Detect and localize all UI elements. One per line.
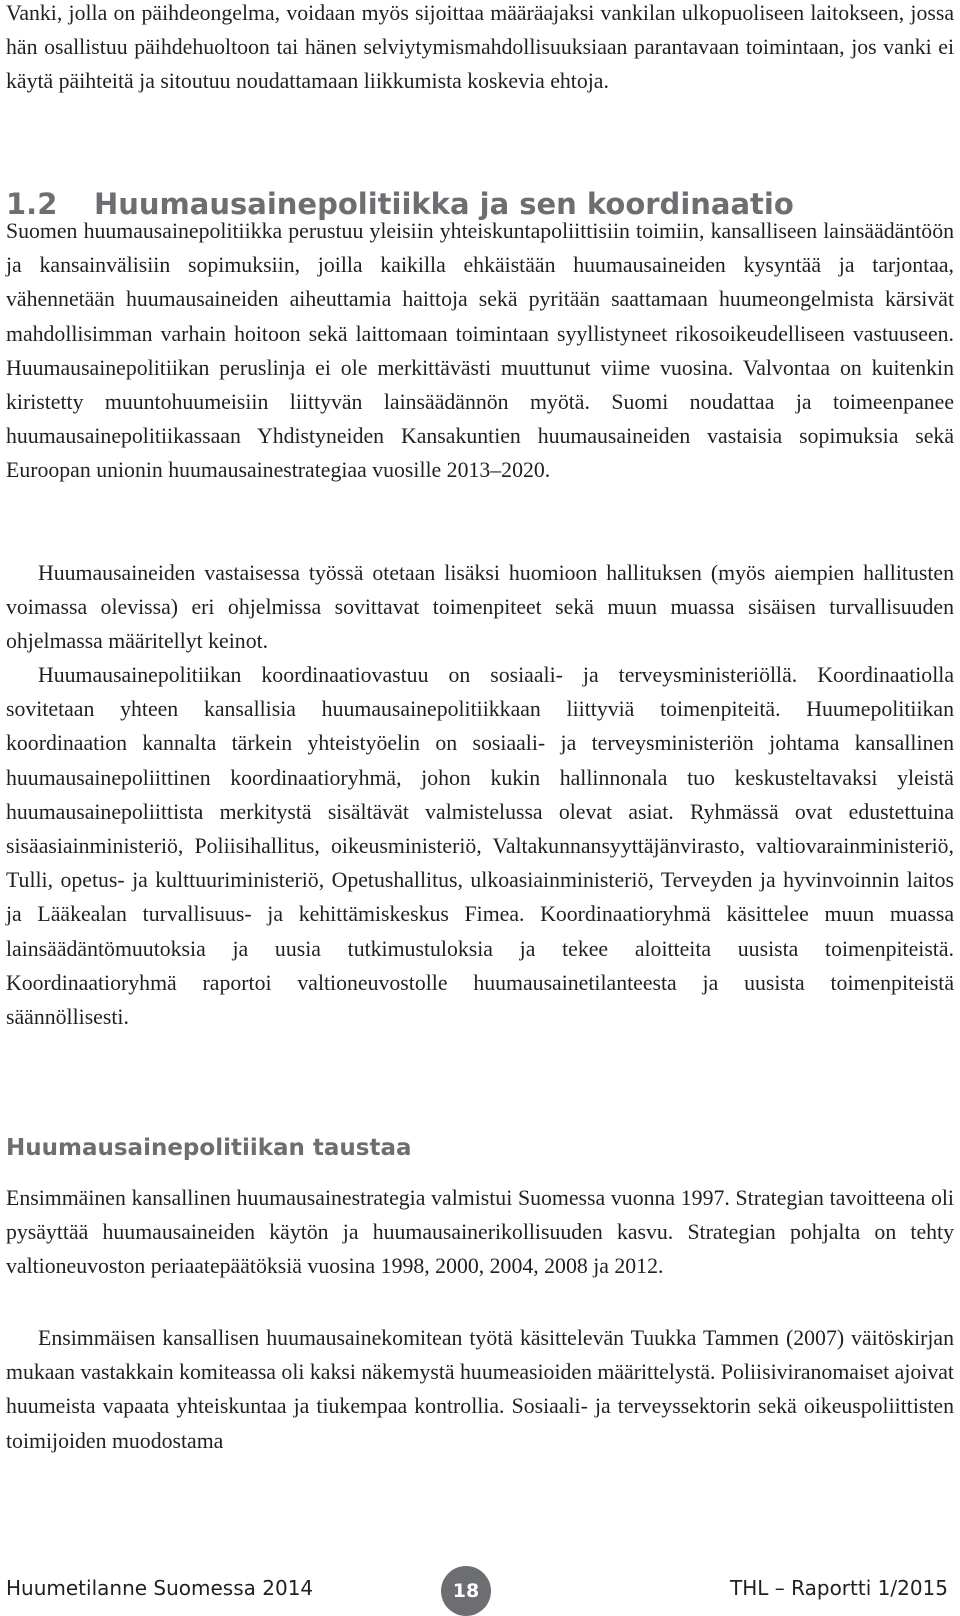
body-paragraph-4: Ensimmäinen kansallinen huumausainestrategia valmistui Suomessa vuonna 1997. Strategian tavoitteena oli pysäyttää huumausaineiden käytön ja huumausainerikollisuuden kasvu. Strategian pohjalta on tehty valtioneuvoston periaatepäätöksiä vuosina 1998, 2000, 2004, 2008 ja 2012. [6, 1186, 954, 1279]
footer-report-id: THL – Raportti 1/2015 [730, 1576, 948, 1600]
body-paragraph-2: Huumausaineiden vastaisessa työssä otetaan lisäksi huomioon hallituksen (myös aiempien hallitusten voimassa olevissa) eri ohjelmissa sovittavat toimenpiteet sekä muun muassa sisäisen turvallisuuden ohjelmassa määritellyt keinot. [6, 561, 954, 654]
section-number: 1.2 [6, 187, 58, 221]
body-paragraph-5: Ensimmäisen kansallisen huumausainekomitean työtä käsittelevän Tuukka Tammen (2007) väitöskirjan mukaan vastakkain komiteassa oli kaksi näkemystä huumeasioiden määrittelystä. Poliisiviranomaiset ajoivat huumeista vapaata yhteiskuntaa ja tiukempaa kontrollia. Sosiaali- ja terveyssektorin sekä oikeuspoliittisten toimijoiden muodostama [6, 1326, 954, 1453]
footer-publication-title: Huumetilanne Suomessa 2014 [6, 1576, 314, 1600]
body-paragraph-3: Huumausainepolitiikan koordinaatiovastuu on sosiaali- ja terveysministeriöllä. Koordinaatiolla sovitetaan yhteen kansallisia huumausainepolitiikkaan liittyviä toimenpiteitä. Huumepolitiikan koordinaation kannalta tärkein yhteistyöelin on sosiaali- ja terveysministeriön johtama kansallinen huumausainepoliittinen koordinaatioryhmä, johon kukin hallinnonala tuo keskusteltavaksi yleistä huumausainepoliittista merkitystä sisältävät valmistelussa olevat asiat. Ryhmässä ovat edustettuina sisäasiainministeriö, Poliisihallitus, oikeusministeriö, Valtakunnansyyttäjänvirasto, valtiovarainministeriö, Tulli, opetus- ja kulttuuriministeriö, Opetushallitus, ulkoasiainministeriö, Terveyden ja hyvinvoinnin laitos ja Lääkealan turvallisuus- ja kehittämiskeskus Fimea. Koordinaatioryhmä käsittelee muun muassa lainsäädäntömuutoksia ja uusia tutkimustuloksia ja tekee aloitteita uusista toimenpiteistä. Koordinaatioryhmä raportoi valtioneuvostolle huumausainetilanteesta ja uusista toimenpiteistä säännöllisesti. [6, 663, 954, 1030]
intro-paragraph: Vanki, jolla on päihdeongelma, voidaan myös sijoittaa määräajaksi vankilan ulkopuoliseen laitokseen, jossa hän osallistuu päihdehuoltoon tai hänen selviytymismahdollisuuksiaan parantavaan toimintaan, jos vanki ei käytä päihteitä ja sitoutuu noudattamaan liikkumista koskevia ehtoja. [6, 1, 954, 94]
subheading: Huumausainepolitiikan taustaa [6, 1135, 412, 1161]
page-footer [0, 1566, 960, 1614]
section-title: Huumausainepolitiikka ja sen koordinaatio [94, 187, 794, 221]
body-paragraph-1: Suomen huumausainepolitiikka perustuu yleisiin yhteiskuntapoliittisiin toimiin, kansalliseen lainsäädäntöön ja kansainvälisiin sopimuksiin, joilla kaikilla ehkäistään huumausaineiden kysyntää ja tarjontaa, vähennetään huumausaineiden aiheuttamia haittoja sekä pyritään saattamaan huumeongelmista kärsivät mahdollisimman varhain hoitoon sekä laittomaan toimintaan syyllistyneet rikosoikeudelliseen vastuuseen. Huumausainepolitiikan peruslinja ei ole merkittävästi muuttunut viime vuosina. Valvontaa on kuitenkin kiristetty muuntohuumeisiin liittyvän lainsäädännön myötä. Suomi noudattaa ja toimeenpanee huumausainepolitiikassaan Yhdistyneiden Kansakuntien huumausaineiden vastaisia sopimuksia sekä Euroopan unionin huumausainestrategiaa vuosille 2013–2020. [6, 219, 954, 483]
page-number-badge: 18 [441, 1566, 491, 1616]
